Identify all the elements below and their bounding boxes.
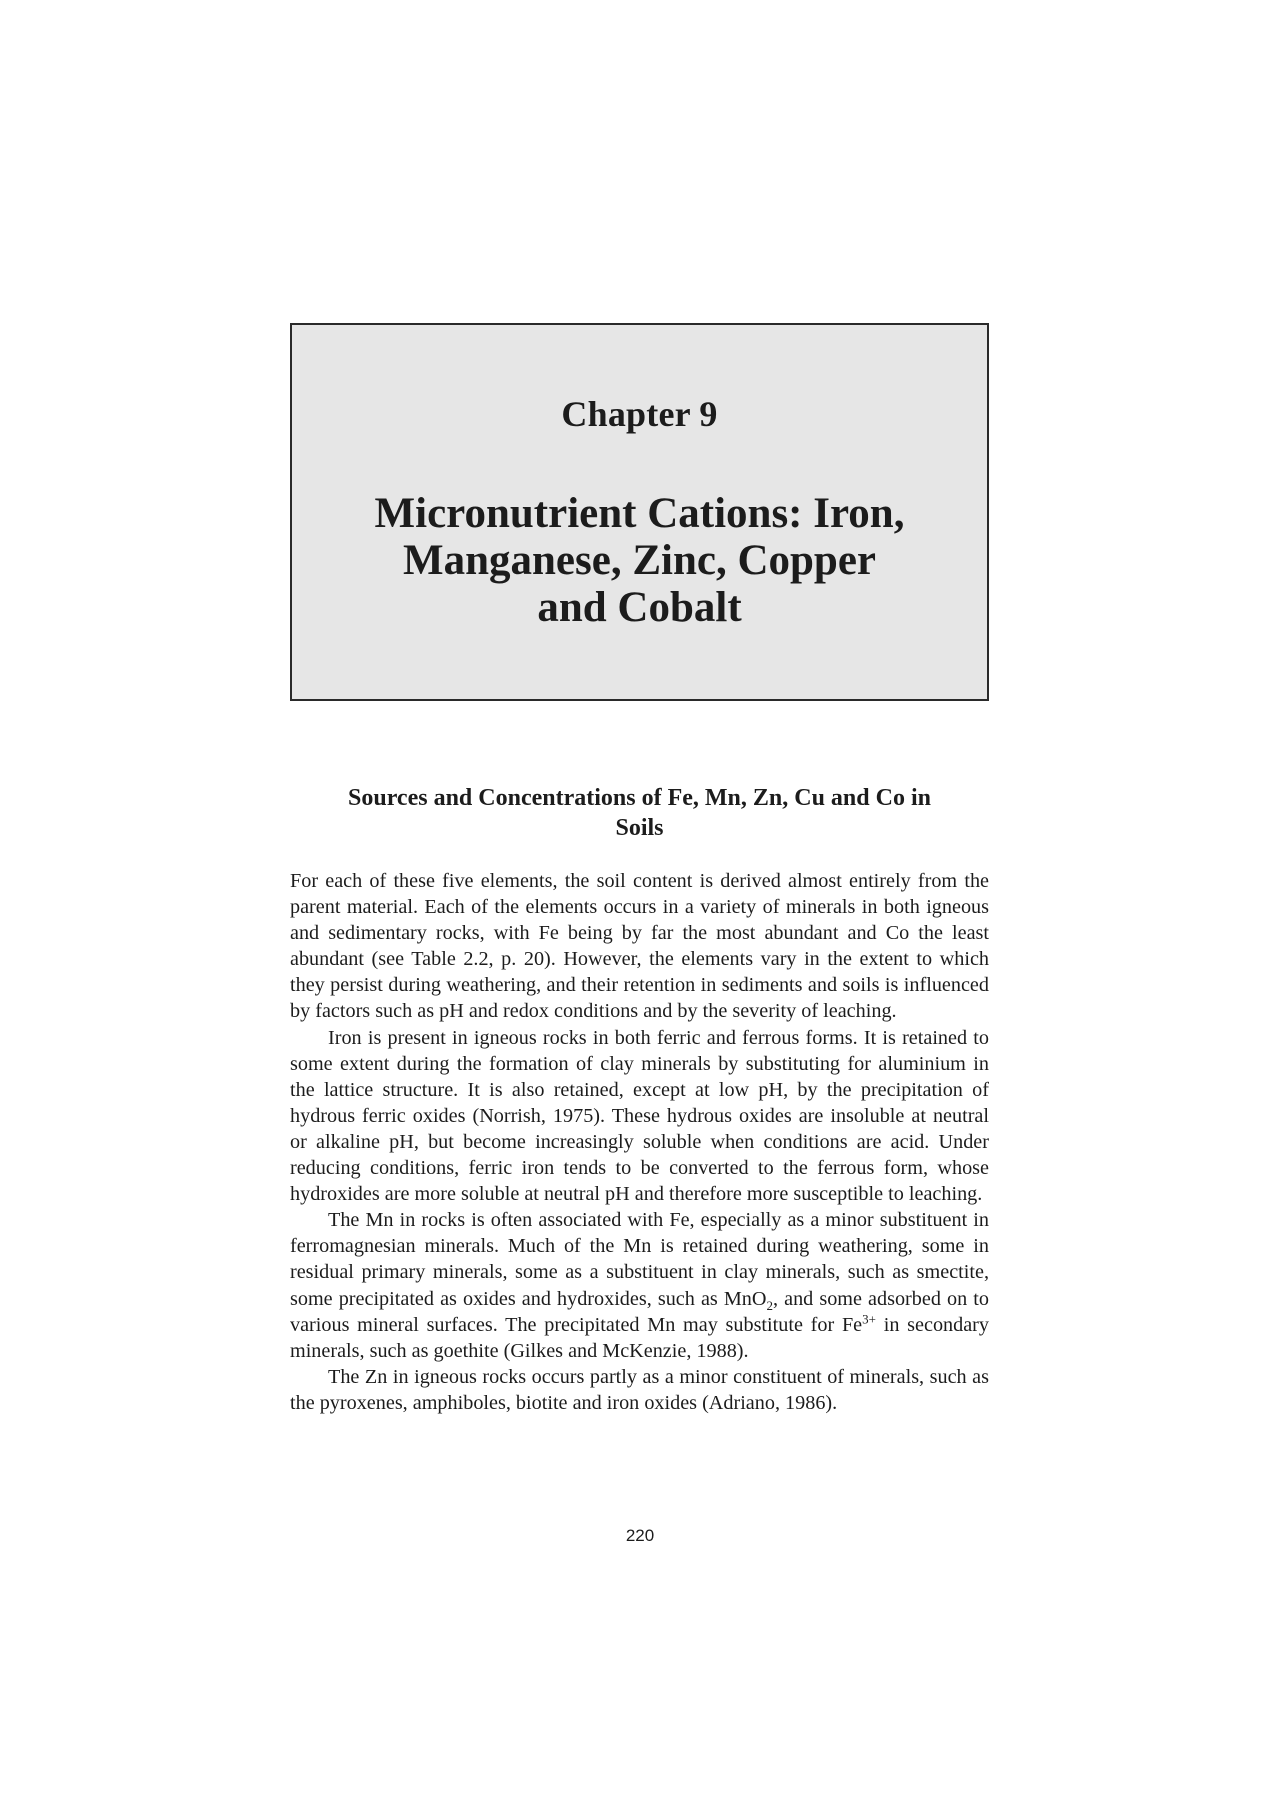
section-heading bbox=[290, 783, 989, 843]
chapter-title-line: Manganese, Zinc, Copper bbox=[403, 537, 876, 584]
paragraph-text: The Mn in rocks is often associated with Fe, especially as a minor substituent in ferromagnesian minerals. Much of the Mn is retained during weathering, some in residual primary minerals, some as a substituent in clay minerals, such as smectite, some precipitated as oxides and hydroxides, such as MnO bbox=[290, 1209, 989, 1310]
chapter-title-box bbox=[290, 323, 989, 701]
paragraph: Iron is present in igneous rocks in both ferric and ferrous forms. It is retained to some extent during the formation of clay minerals by substituting for aluminium in the lattice structure. It is also retained, except at low pH, by the precipitation of hydrous ferric oxides (Norrish, 1975). These hydrous oxides are insoluble at neutral or alkaline pH, but become increasingly soluble when conditions are acid. Under reducing conditions, ferric iron tends to be converted to the ferrous form, whose hydroxides are more soluble at neutral pH and therefore more susceptible to leaching. bbox=[290, 1026, 989, 1206]
chapter-title bbox=[312, 490, 967, 631]
paragraph bbox=[290, 1207, 989, 1364]
superscript: 3+ bbox=[862, 1310, 876, 1326]
subscript: 2 bbox=[766, 1297, 773, 1313]
paragraph-text: , and some adsorbed on to various mineral surfaces. The precipitated Mn may substitute for Fe bbox=[290, 1287, 990, 1336]
chapter-title-line: and Cobalt bbox=[537, 584, 742, 631]
section-heading-line: Soils bbox=[615, 815, 664, 841]
paragraph-text: in secondary minerals, such as goethite (Gilkes and McKenzie, 1988). bbox=[290, 1313, 989, 1362]
paragraph: The Zn in igneous rocks occurs partly as a minor constituent of minerals, such as the pyroxenes, amphiboles, biotite and iron oxides (Adriano, 1986). bbox=[290, 1365, 989, 1414]
page-number: 220 bbox=[625, 1526, 655, 1545]
paragraph: For each of these five elements, the soil content is derived almost entirely from the parent material. Each of the elements occurs in a variety of minerals in both igneous and sedimentary rocks, with Fe being by far the most abundant and Co the least abundant (see Table 2.2, p. 20). However, the elements vary in the extent to which they persist during weathering, and their retention in sediments and soils is influenced by factors such as pH and redox conditions and by the severity of leaching. bbox=[290, 870, 989, 1023]
section-heading-line: Sources and Concentrations of Fe, Mn, Zn, Cu and Co in bbox=[348, 785, 931, 811]
body-text bbox=[290, 868, 989, 1416]
chapter-number: Chapter 9 bbox=[561, 394, 718, 434]
chapter-title-line: Micronutrient Cations: Iron, bbox=[374, 490, 905, 537]
